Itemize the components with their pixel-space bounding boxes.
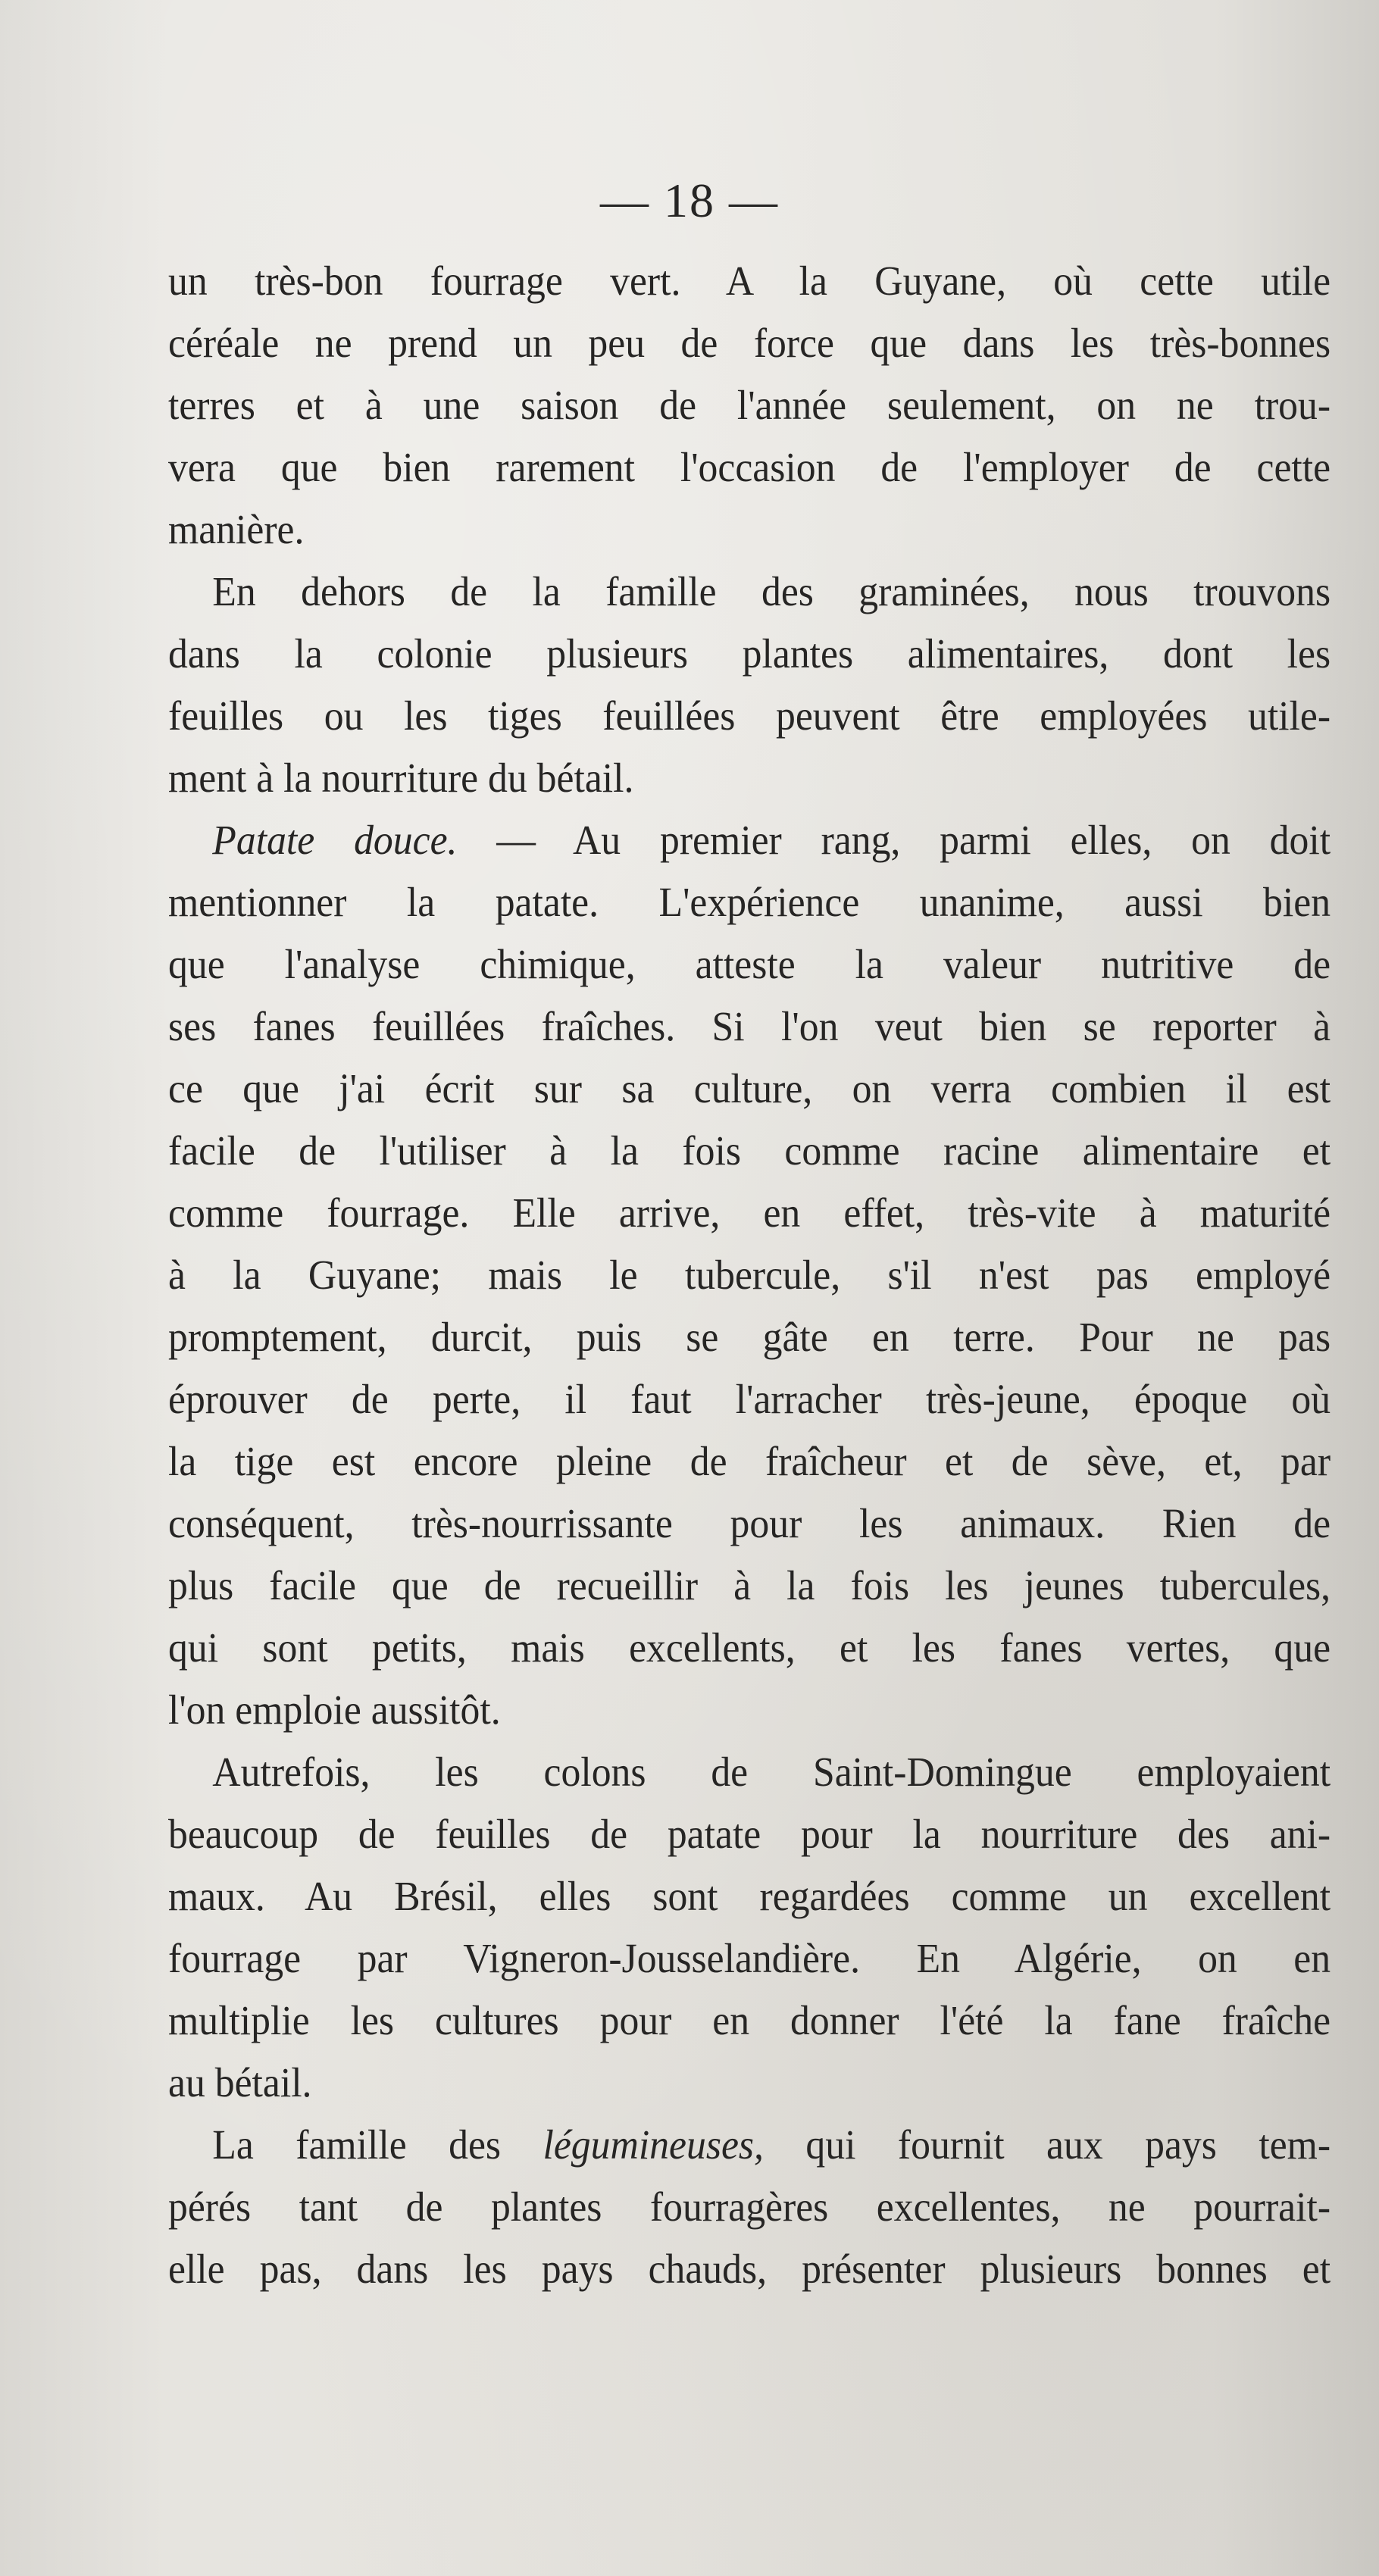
text-fragment: Autrefois, les colons de Saint-Domingue employaient: [212, 1749, 1331, 1795]
text-fragment: qui fournit aux pays tem-: [763, 2121, 1331, 2168]
text-line: plus facile que de recueillir à la fois les jeunes tubercules,: [168, 1562, 1331, 1608]
text-line: comme fourrage. Elle arrive, en effet, très-vite à maturité: [168, 1190, 1331, 1236]
text-line: un très-bon fourrage vert. A la Guyane, où cette utile: [168, 258, 1331, 304]
page-number: — 18 —: [600, 174, 779, 227]
text-line: ce que j'ai écrit sur sa culture, on verra combien il est: [168, 1065, 1331, 1111]
text-line: beaucoup de feuilles de patate pour la nourriture des ani-: [168, 1811, 1331, 1857]
text-line: que l'analyse chimique, atteste la valeur nutritive de: [168, 941, 1331, 987]
text-line: facile de l'utiliser à la fois comme racine alimentaire et: [168, 1127, 1331, 1174]
text-line: éprouver de perte, il faut l'arracher très-jeune, époque où: [168, 1376, 1331, 1422]
text-fragment: — Au premier rang, parmi elles, on doit: [457, 817, 1331, 863]
text-line: céréale ne prend un peu de force que dans les très-bonnes: [168, 320, 1331, 366]
paragraph-start-line: [168, 561, 1331, 623]
section-heading-italic: Patate douce.: [212, 817, 458, 863]
text-fragment: En dehors de la famille des graminées, nous trouvons: [212, 568, 1331, 614]
text-line: multiplie les cultures pour en donner l'été la fane fraîche: [168, 1997, 1331, 2043]
text-line: ses fanes feuillées fraîches. Si l'on veut bien se reporter à: [168, 1003, 1331, 1049]
italic-term: légumineuses,: [543, 2121, 764, 2168]
text-line: la tige est encore pleine de fraîcheur et de sève, et, par: [168, 1438, 1331, 1484]
text-line: qui sont petits, mais excellents, et les fanes vertes, que: [168, 1624, 1331, 1671]
text-line: maux. Au Brésil, elles sont regardées comme un excellent: [168, 1873, 1331, 1919]
body-text: [168, 250, 1331, 2300]
text-line: à la Guyane; mais le tubercule, s'il n'est pas employé: [168, 1252, 1331, 1298]
text-line: mentionner la patate. L'expérience unanime, aussi bien: [168, 879, 1331, 925]
text-line: fourrage par Vigneron-Jousselandière. En Algérie, on en: [168, 1935, 1331, 1981]
text-line: terres et à une saison de l'année seulement, on ne trou-: [168, 382, 1331, 428]
text-line: vera que bien rarement l'occasion de l'employer de cette: [168, 444, 1331, 490]
text-line: dans la colonie plusieurs plantes alimentaires, dont les: [168, 630, 1331, 677]
text-line: elle pas, dans les pays chauds, présenter plusieurs bonnes et: [168, 2246, 1331, 2292]
paragraph-start-line: [168, 2114, 1331, 2176]
text-line: manière.: [168, 506, 305, 552]
paragraph-start-line: [168, 1741, 1331, 1803]
paragraph-start-line: [168, 809, 1331, 871]
text-line: au bétail.: [168, 2059, 312, 2106]
text-fragment: La famille des: [212, 2121, 543, 2168]
text-line: feuilles ou les tiges feuillées peuvent être employées utile-: [168, 692, 1331, 739]
text-line: l'on emploie aussitôt.: [168, 1687, 501, 1733]
text-line: ment à la nourriture du bétail.: [168, 755, 634, 801]
text-line: conséquent, très-nourrissante pour les animaux. Rien de: [168, 1500, 1331, 1546]
text-line: promptement, durcit, puis se gâte en terre. Pour ne pas: [168, 1314, 1331, 1360]
text-line: pérés tant de plantes fourragères excellentes, ne pourrait-: [168, 2184, 1331, 2230]
